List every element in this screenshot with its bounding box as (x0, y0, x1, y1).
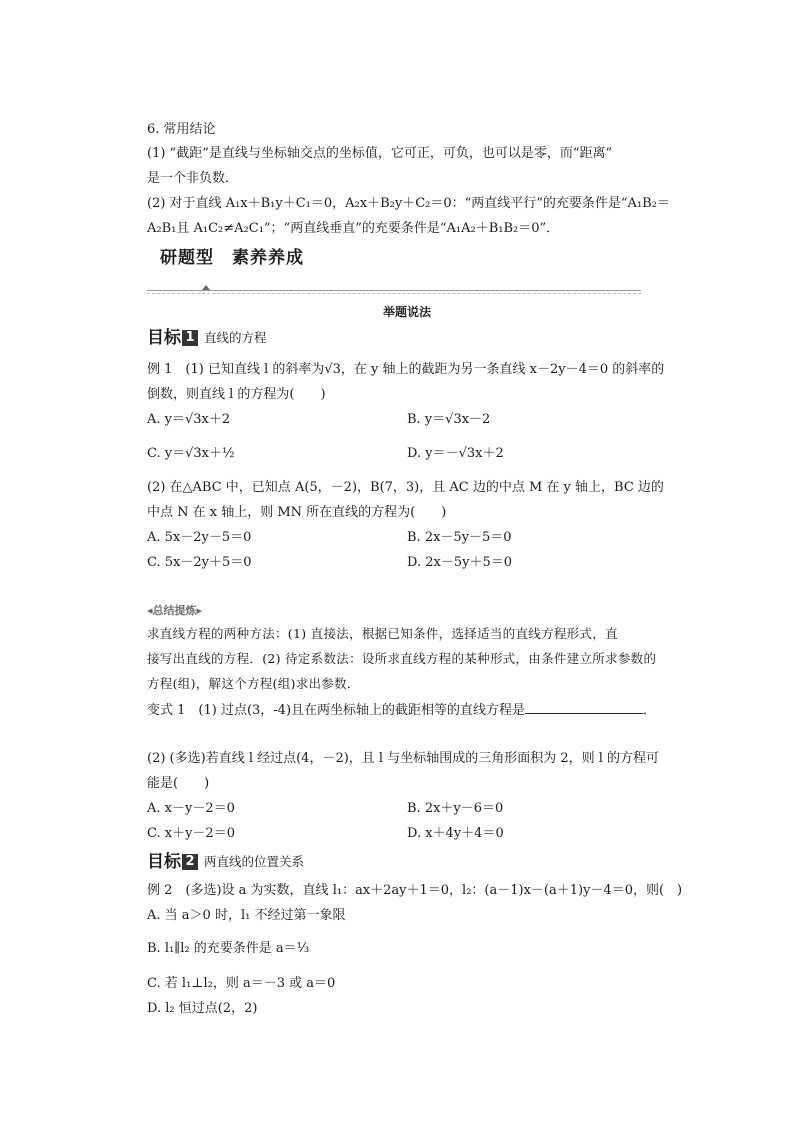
option-c3: C. x＋y－2＝0 (147, 826, 235, 841)
variant-1-text: 变式 1 (1) 过点(3，-4)且在两坐标轴上的截距相等的直线方程是 (147, 703, 526, 718)
option-c: C. y＝√3x＋½ (147, 446, 235, 461)
example-2-option-c: C. 若 l₁⊥l₂，则 a＝－3 或 a＝0 (147, 976, 336, 991)
example-2-option-d: D. l₂ 恒过点(2，2) (147, 1001, 258, 1016)
option-b2: B. 2x－5y－5＝0 (407, 530, 512, 545)
goal-number-badge: 1 (182, 330, 198, 346)
option-d: D. y＝－√3x＋2 (407, 446, 504, 461)
section-rule (147, 290, 641, 291)
goal-label: 目标 (147, 328, 181, 348)
summary-tag: ◂总结提炼▸ (147, 604, 203, 617)
answer-blank[interactable] (525, 701, 643, 714)
variant-1b-line2: 能是( ) (147, 776, 210, 791)
section-6-p2-line2: A₂B₁且 A₁C₂≠A₂C₁”；“两直线垂直”的充要条件是“A₁A₂＋B₁B₂＝0”． (147, 221, 560, 236)
summary-line3: 方程(组)，解这个方程(组)求出参数． (147, 676, 360, 691)
variant-1b-line1: (2) (多选)若直线 l 经过点(4，－2)，且 l 与坐标轴围成的三角形面积为 2，则 l 的方程可 (147, 751, 660, 766)
option-c2: C. 5x－2y＋5＝0 (147, 555, 252, 570)
goal-title: 两直线的位置关系 (204, 854, 305, 870)
goal-title: 直线的方程 (204, 330, 267, 346)
goal-2-header (147, 851, 304, 874)
section-6-p1-line1: (1) “截距”是直线与坐标轴交点的坐标值，它可正，可负，也可以是零，而“距离” (147, 146, 613, 161)
section-6-p1-line2: 是一个非负数． (147, 171, 239, 186)
research-subtitle: 举题说法 (383, 305, 432, 319)
example-2-line1: 例 2 (多选)设 a 为实数，直线 l₁：ax＋2ay＋1＝0，l₂：(a－1)x－(a＋1)y－4＝0，则( ) (147, 883, 683, 898)
goal-number-badge: 2 (182, 854, 198, 870)
example-2-option-a: A. 当 a＞0 时，l₁ 不经过第一象限 (147, 908, 346, 923)
rule-marker-icon (202, 285, 210, 290)
summary-line2: 接写出直线的方程．(2) 待定系数法：设所求直线方程的某种形式，由条件建立所求参数的 (147, 651, 657, 666)
goal-label: 目标 (147, 852, 181, 872)
variant-1-end: ． (643, 703, 657, 718)
variant-1-line1 (147, 701, 656, 720)
option-a3: A. x－y－2＝0 (147, 801, 235, 816)
option-d3: D. x＋4y＋4＝0 (407, 826, 504, 841)
option-a2: A. 5x－2y－5＝0 (147, 530, 252, 545)
example-1b-line1: (2) 在△ABC 中，已知点 A(5，－2)，B(7，3)，且 AC 边的中点 M 在 y 轴上，BC 边的 (147, 480, 664, 495)
option-b3: B. 2x＋y－6＝0 (407, 801, 504, 816)
example-1b-line2: 中点 N 在 x 轴上，则 MN 所在直线的方程为( ) (147, 505, 447, 520)
goal-1-header (147, 327, 267, 350)
example-1-line1: 例 1 (1) 已知直线 l 的斜率为√3，在 y 轴上的截距为另一条直线 x－2y－4＝0 的斜率的 (147, 362, 665, 377)
example-2-option-b: B. l₁∥l₂ 的充要条件是 a＝⅓ (147, 941, 310, 956)
example-1-line2: 倒数，则直线 l 的方程为( ) (147, 387, 326, 402)
summary-line1: 求直线方程的两种方法：(1) 直接法，根据已知条件，选择适当的直线方程形式，直 (147, 626, 618, 641)
section-6-title: 6. 常用结论 (147, 122, 216, 137)
option-d2: D. 2x－5y＋5＝0 (407, 555, 512, 570)
research-title: 研题型 素养养成 (160, 248, 304, 268)
section-rule-dashed (147, 293, 641, 294)
option-a: A. y＝√3x＋2 (147, 412, 231, 427)
section-6-p2-line1: (2) 对于直线 A₁x＋B₁y＋C₁＝0，A₂x＋B₂y＋C₂＝0：“两直线平行”的充要条件是“A₁B₂＝ (147, 196, 670, 211)
option-b: B. y＝√3x－2 (407, 412, 491, 427)
